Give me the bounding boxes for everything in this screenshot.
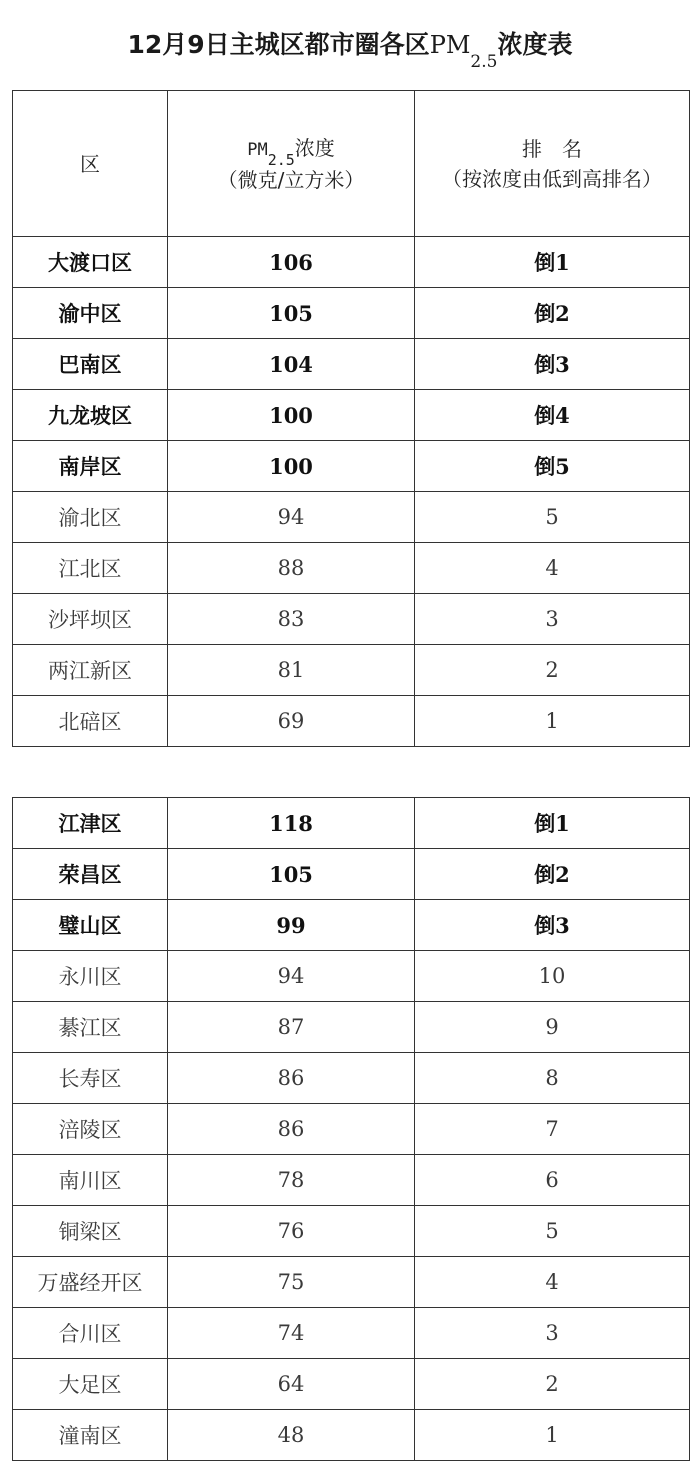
rank-cell: 倒3 xyxy=(415,339,690,390)
pm25-value-cell: 78 xyxy=(168,1155,415,1206)
district-cell: 涪陵区 xyxy=(13,1104,168,1155)
rank-cell: 9 xyxy=(415,1002,690,1053)
district-cell: 合川区 xyxy=(13,1308,168,1359)
table-row xyxy=(13,1359,690,1410)
rank-cell: 倒5 xyxy=(415,441,690,492)
rank-cell: 倒2 xyxy=(415,288,690,339)
pm25-value-cell: 69 xyxy=(168,696,415,747)
pm25-value-cell: 94 xyxy=(168,951,415,1002)
header-pm-subscript: 2.5 xyxy=(267,150,295,169)
rank-cell: 倒4 xyxy=(415,390,690,441)
table-row xyxy=(13,1410,690,1461)
title-pm-subscript: 2.5 xyxy=(470,52,498,72)
header-concentration xyxy=(168,91,415,237)
district-cell: 巴南区 xyxy=(13,339,168,390)
group-separator-row xyxy=(13,747,690,798)
header-rank-title: 排 名 xyxy=(522,136,582,161)
rank-cell: 2 xyxy=(415,1359,690,1410)
header-district xyxy=(13,91,168,237)
rank-cell: 1 xyxy=(415,696,690,747)
table-row xyxy=(13,1308,690,1359)
table-header-row xyxy=(13,91,690,237)
pm25-value-cell: 94 xyxy=(168,492,415,543)
pm25-value-cell: 76 xyxy=(168,1206,415,1257)
pm25-value-cell: 64 xyxy=(168,1359,415,1410)
district-cell: 渝北区 xyxy=(13,492,168,543)
district-cell: 江北区 xyxy=(13,543,168,594)
pm25-table xyxy=(12,90,690,1461)
district-cell: 綦江区 xyxy=(13,1002,168,1053)
table-row xyxy=(13,594,690,645)
table-row xyxy=(13,1002,690,1053)
rank-cell: 10 xyxy=(415,951,690,1002)
pm25-value-cell: 83 xyxy=(168,594,415,645)
pm25-value-cell: 105 xyxy=(168,288,415,339)
rank-cell: 5 xyxy=(415,1206,690,1257)
district-cell: 长寿区 xyxy=(13,1053,168,1104)
pm25-value-cell: 74 xyxy=(168,1308,415,1359)
table-row xyxy=(13,849,690,900)
pm25-table-body xyxy=(13,91,690,1461)
district-cell: 铜梁区 xyxy=(13,1206,168,1257)
district-cell: 两江新区 xyxy=(13,645,168,696)
table-row xyxy=(13,1155,690,1206)
table-row xyxy=(13,390,690,441)
rank-cell: 4 xyxy=(415,543,690,594)
district-cell: 大足区 xyxy=(13,1359,168,1410)
rank-cell: 倒2 xyxy=(415,849,690,900)
group-separator-cell xyxy=(13,747,690,798)
district-cell: 潼南区 xyxy=(13,1410,168,1461)
page-title xyxy=(0,0,700,90)
pm25-value-cell: 88 xyxy=(168,543,415,594)
district-cell: 永川区 xyxy=(13,951,168,1002)
table-row xyxy=(13,288,690,339)
rank-cell: 2 xyxy=(415,645,690,696)
pm25-value-cell: 86 xyxy=(168,1104,415,1155)
rank-cell: 倒1 xyxy=(415,237,690,288)
table-row xyxy=(13,1053,690,1104)
rank-cell: 倒1 xyxy=(415,798,690,849)
pm25-value-cell: 104 xyxy=(168,339,415,390)
district-cell: 南岸区 xyxy=(13,441,168,492)
district-cell: 江津区 xyxy=(13,798,168,849)
header-pm-line xyxy=(168,133,414,169)
table-row xyxy=(13,951,690,1002)
district-cell: 渝中区 xyxy=(13,288,168,339)
district-cell: 九龙坡区 xyxy=(13,390,168,441)
table-row xyxy=(13,1257,690,1308)
rank-cell: 1 xyxy=(415,1410,690,1461)
pm25-value-cell: 87 xyxy=(168,1002,415,1053)
district-cell: 万盛经开区 xyxy=(13,1257,168,1308)
rank-cell: 3 xyxy=(415,594,690,645)
rank-cell: 4 xyxy=(415,1257,690,1308)
district-cell: 北碚区 xyxy=(13,696,168,747)
district-cell: 大渡口区 xyxy=(13,237,168,288)
pm25-value-cell: 99 xyxy=(168,900,415,951)
rank-cell: 6 xyxy=(415,1155,690,1206)
table-row xyxy=(13,441,690,492)
pm25-value-cell: 86 xyxy=(168,1053,415,1104)
title-suffix: 浓度表 xyxy=(497,30,573,59)
table-row xyxy=(13,798,690,849)
rank-cell: 8 xyxy=(415,1053,690,1104)
header-district-label: 区 xyxy=(80,151,100,176)
district-cell: 荣昌区 xyxy=(13,849,168,900)
header-rank xyxy=(415,91,690,237)
district-cell: 璧山区 xyxy=(13,900,168,951)
header-rank-note: （按浓度由低到高排名） xyxy=(442,166,662,191)
rank-cell: 倒3 xyxy=(415,900,690,951)
table-row xyxy=(13,492,690,543)
table-row xyxy=(13,543,690,594)
title-prefix: 12月9日主城区都市圈各区 xyxy=(127,30,430,59)
pm25-value-cell: 81 xyxy=(168,645,415,696)
pm25-value-cell: 100 xyxy=(168,390,415,441)
pm25-value-cell: 75 xyxy=(168,1257,415,1308)
pm25-value-cell: 100 xyxy=(168,441,415,492)
table-row xyxy=(13,696,690,747)
pm25-value-cell: 106 xyxy=(168,237,415,288)
rank-cell: 3 xyxy=(415,1308,690,1359)
district-cell: 沙坪坝区 xyxy=(13,594,168,645)
pm25-value-cell: 48 xyxy=(168,1410,415,1461)
header-pm-label: PM xyxy=(247,139,268,160)
district-cell: 南川区 xyxy=(13,1155,168,1206)
title-pm: PM xyxy=(429,31,471,59)
table-row xyxy=(13,1104,690,1155)
table-row xyxy=(13,237,690,288)
pm25-value-cell: 118 xyxy=(168,798,415,849)
table-row xyxy=(13,645,690,696)
table-row xyxy=(13,339,690,390)
rank-cell: 7 xyxy=(415,1104,690,1155)
table-row xyxy=(13,1206,690,1257)
header-unit: （微克/立方米） xyxy=(217,167,365,192)
pm25-value-cell: 105 xyxy=(168,849,415,900)
header-conc-label: 浓度 xyxy=(294,135,335,160)
table-row xyxy=(13,900,690,951)
rank-cell: 5 xyxy=(415,492,690,543)
